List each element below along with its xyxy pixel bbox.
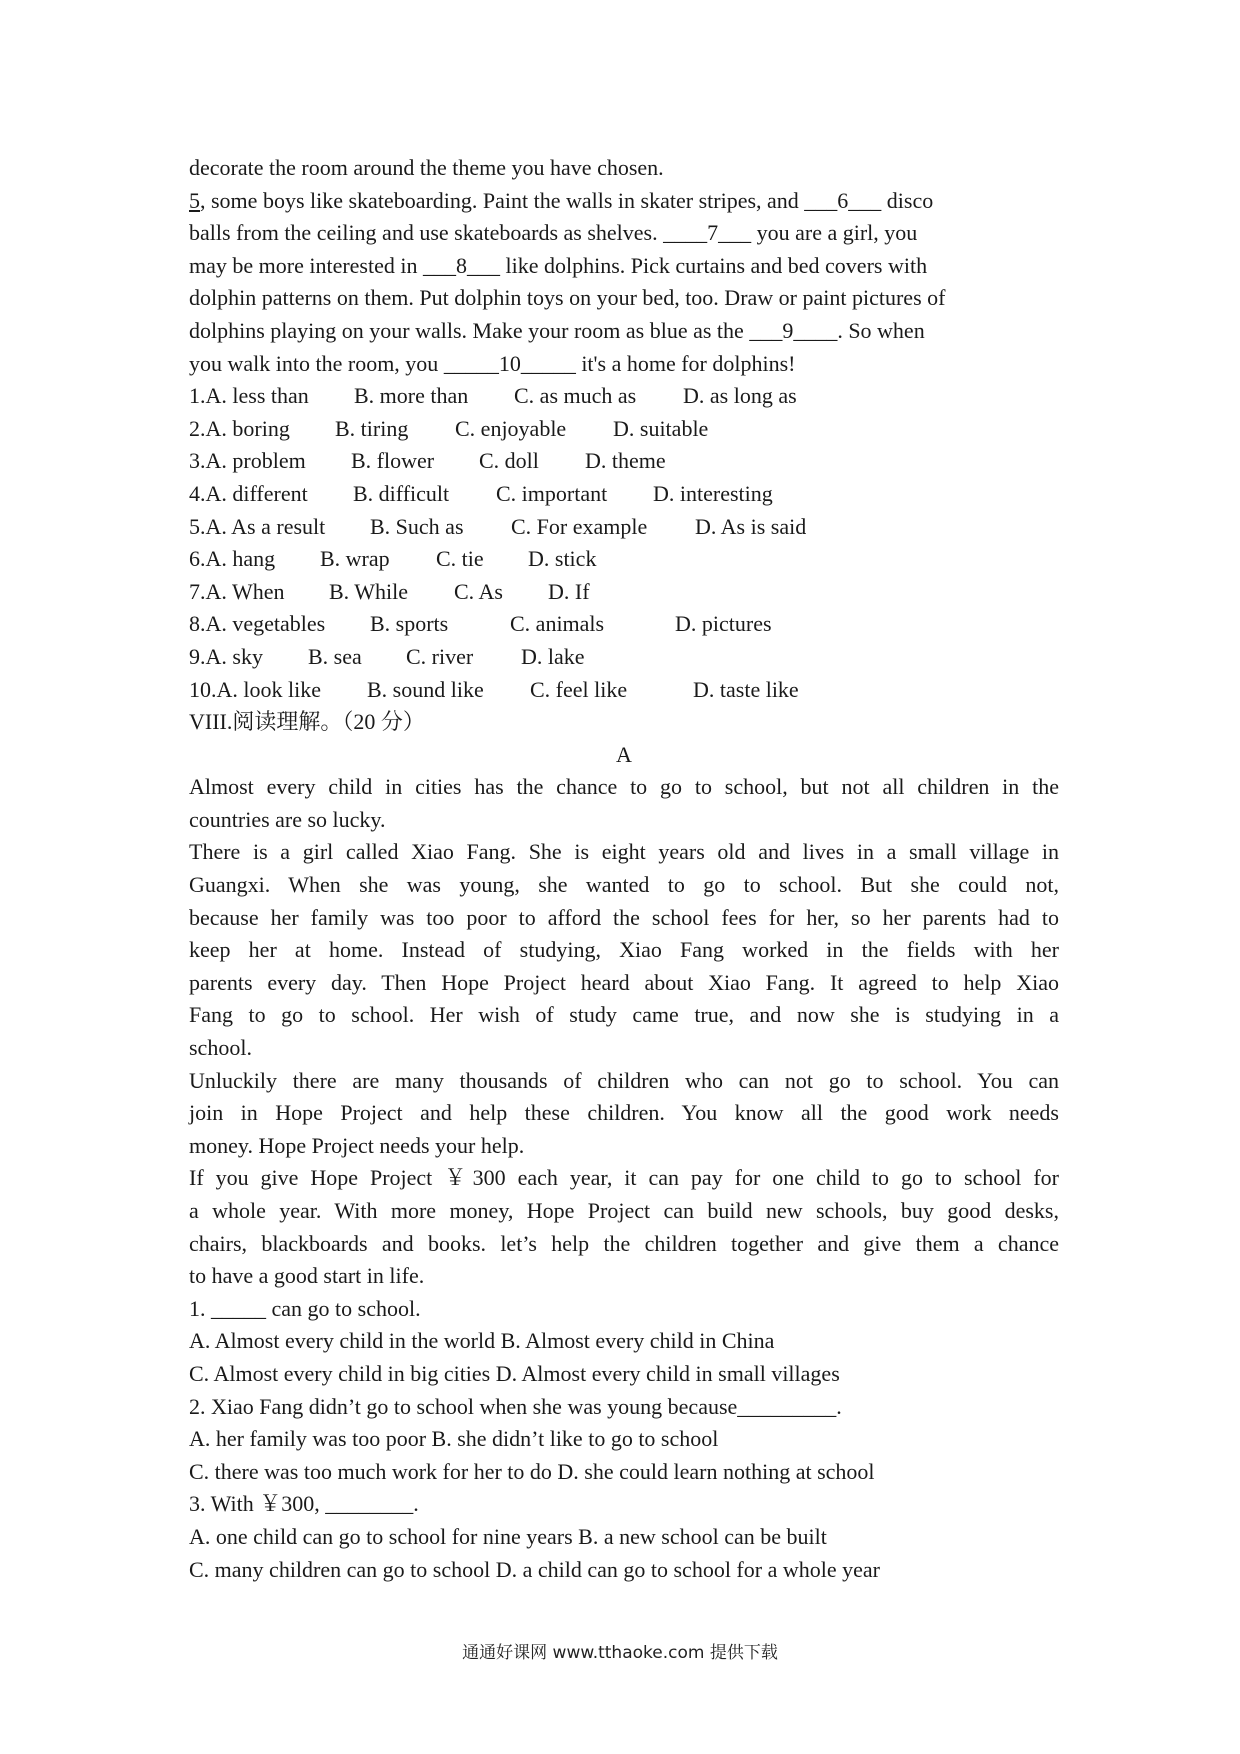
passage-line: money. Hope Project needs your help. — [189, 1132, 525, 1158]
option-row — [189, 380, 1059, 413]
option-d: D. lake — [521, 643, 585, 669]
option-b: B. Such as — [370, 513, 464, 539]
option-b: B. sports — [370, 611, 449, 637]
cloze-text: you are a girl, you — [751, 220, 918, 246]
section-heading: VIII.阅读理解。（20 分） — [189, 709, 425, 735]
passage-line: chairs, blackboards and books. let’s help the children together and give them a chance — [189, 1230, 1059, 1256]
option-d: D. theme — [585, 448, 666, 474]
cloze-line — [189, 152, 1059, 185]
cloze-text: decorate the room around the theme you have chosen. — [189, 155, 664, 180]
cloze-blank: ___9____ — [749, 317, 838, 343]
cloze-line — [189, 250, 1059, 283]
option-c: C. doll — [479, 448, 539, 474]
option-c: C. animals — [510, 611, 605, 637]
option-a: 6.A. hang — [189, 546, 276, 572]
cloze-blank: ___6___ — [804, 187, 882, 213]
question-options: A. Almost every child in the world B. Almost every child in China — [189, 1328, 775, 1354]
option-c: C. feel like — [530, 676, 628, 702]
blank-number: 5 — [189, 187, 200, 213]
passage-line: Fang to go to school. Her wish of study came true, and now she is studying in a — [189, 1002, 1059, 1028]
option-d: D. taste like — [693, 676, 799, 702]
option-row — [189, 413, 1059, 446]
passage-line: countries are so lucky. — [189, 806, 386, 832]
cloze-text: disco — [881, 187, 934, 213]
question-options: A. one child can go to school for nine years B. a new school can be built — [189, 1523, 827, 1549]
option-b: B. sound like — [367, 676, 484, 702]
option-row — [189, 445, 1059, 478]
option-b: B. While — [329, 578, 409, 604]
cloze-blank: ____7___ — [663, 220, 752, 246]
cloze-text: , some boys like skateboarding. Paint the walls in skater stripes, and — [200, 187, 805, 213]
question-options: C. there was too much work for her to do D. she could learn nothing at school — [189, 1458, 875, 1484]
option-d: D. pictures — [675, 611, 772, 637]
reading-questions — [189, 1293, 1059, 1586]
option-b: B. tiring — [335, 415, 409, 441]
option-a: 3.A. problem — [189, 448, 306, 474]
document-page — [189, 152, 1059, 1586]
cloze-line — [189, 348, 1059, 381]
cloze-text: dolphins playing on your walls. Make your room as blue as the — [189, 317, 750, 343]
option-c: C. river — [406, 643, 474, 669]
option-c: C. tie — [436, 546, 484, 572]
cloze-line — [189, 315, 1059, 348]
cloze-blank: ___8___ — [422, 252, 500, 278]
cloze-blank: _____10_____ — [443, 350, 576, 376]
option-c: C. important — [496, 480, 608, 506]
option-a: 2.A. boring — [189, 415, 290, 441]
cloze-options — [189, 380, 1059, 706]
option-a: 9.A. sky — [189, 643, 263, 669]
passage-line: parents every day. Then Hope Project heard about Xiao Fang. It agreed to help Xiao — [189, 969, 1059, 995]
option-row — [189, 641, 1059, 674]
cloze-line — [189, 282, 1059, 315]
question-options: C. many children can go to school D. a child can go to school for a whole year — [189, 1556, 880, 1582]
cloze-text: dolphin patterns on them. Put dolphin toys on your bed, too. Draw or paint pictures of — [189, 285, 946, 311]
passage-line: If you give Hope Project ￥300 each year, it can pay for one child to go to school for — [189, 1165, 1059, 1191]
option-row — [189, 543, 1059, 576]
option-d: D. as long as — [683, 383, 797, 409]
option-a: 7.A. When — [189, 578, 285, 604]
option-a: 4.A. different — [189, 480, 308, 506]
question-options: C. Almost every child in big cities D. Almost every child in small villages — [189, 1360, 840, 1386]
option-d: D. interesting — [653, 480, 773, 506]
option-c: C. as much as — [514, 383, 637, 409]
passage-line: keep her at home. Instead of studying, Xiao Fang worked in the fields with her — [189, 937, 1059, 963]
passage-line: school. — [189, 1035, 252, 1061]
question-stem: 2. Xiao Fang didn’t go to school when she was young because_________. — [189, 1393, 842, 1419]
option-a: 10.A. look like — [189, 676, 321, 702]
cloze-text: . So when — [837, 317, 925, 343]
passage-line: Guangxi. When she was young, she wanted to go to school. But she could not, — [189, 872, 1059, 898]
passage-line: join in Hope Project and help these children. You know all the good work needs — [189, 1100, 1059, 1126]
option-d: D. As is said — [695, 513, 807, 539]
option-b: B. difficult — [353, 480, 450, 506]
passage-label: A — [616, 741, 632, 767]
option-a: 1.A. less than — [189, 383, 309, 409]
option-d: D. stick — [528, 546, 597, 572]
passage-line: to have a good start in life. — [189, 1263, 425, 1289]
option-c: C. As — [454, 578, 503, 604]
option-row — [189, 608, 1059, 641]
passage-line: Unluckily there are many thousands of children who can not go to school. You can — [189, 1067, 1059, 1093]
cloze-line — [189, 217, 1059, 250]
option-b: B. more than — [354, 383, 469, 409]
passage-line: There is a girl called Xiao Fang. She is eight years old and lives in a small village in — [189, 839, 1059, 865]
option-row — [189, 478, 1059, 511]
page-footer: 通通好课网 www.tthaoke.com 提供下载 — [462, 1643, 778, 1663]
question-stem: 1. _____ can go to school. — [189, 1295, 421, 1321]
cloze-text: like dolphins. Pick curtains and bed covers with — [499, 252, 928, 278]
passage-line: because her family was too poor to afford the school fees for her, so her parents had to — [189, 904, 1059, 930]
question-options: A. her family was too poor B. she didn’t like to go to school — [189, 1426, 719, 1452]
option-c: C. For example — [511, 513, 648, 539]
question-stem: 3. With ￥300, ________. — [189, 1491, 419, 1517]
cloze-text: it's a home for dolphins! — [575, 350, 796, 376]
cloze-text: may be more interested in — [189, 252, 423, 278]
option-b: B. wrap — [320, 546, 390, 572]
reading-passage — [189, 771, 1059, 1293]
option-row — [189, 511, 1059, 544]
option-d: D. If — [548, 578, 590, 604]
option-a: 8.A. vegetables — [189, 611, 326, 637]
passage-line: a whole year. With more money, Hope Project can build new schools, buy good desks, — [189, 1198, 1059, 1223]
passage-line: Almost every child in cities has the chance to go to school, but not all children in the — [189, 774, 1059, 800]
option-b: B. sea — [308, 643, 362, 669]
option-row — [189, 576, 1059, 609]
cloze-line — [189, 185, 1059, 218]
option-row — [189, 674, 1059, 707]
cloze-text: balls from the ceiling and use skateboards as shelves. — [189, 220, 664, 246]
option-d: D. suitable — [613, 415, 709, 441]
option-c: C. enjoyable — [455, 415, 567, 441]
option-a: 5.A. As a result — [189, 513, 326, 539]
option-b: B. flower — [351, 448, 435, 474]
cloze-text: you walk into the room, you — [189, 350, 444, 376]
